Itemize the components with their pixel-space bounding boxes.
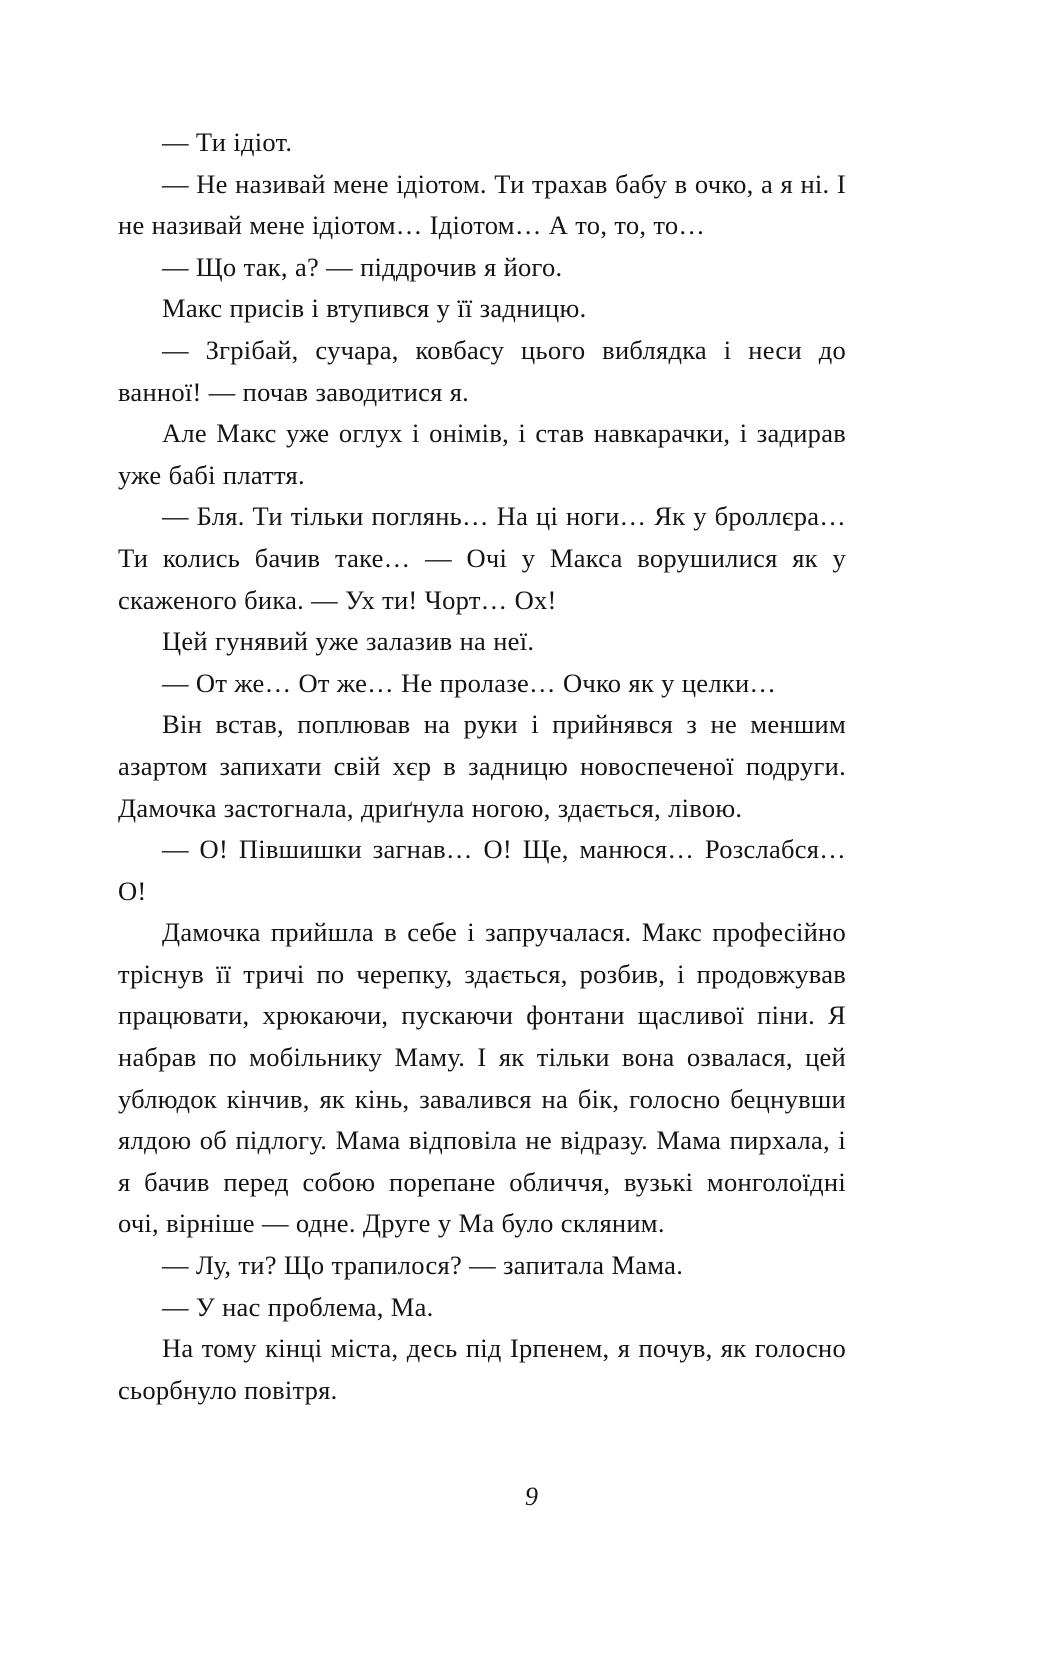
paragraph: — Що так, а? — піддрочив я його.: [162, 251, 563, 282]
paragraph: — Згрібай, сучара, ковбасу цього виблядка і неси до ванної! — почав заводитися я.: [118, 334, 846, 407]
page-number: 9: [525, 1482, 538, 1511]
paragraph: — Лу, ти? Що трапилося? — запитала Мама.: [162, 1250, 684, 1281]
paragraph: Він встав, поплював на руки і прийнявся з не меншим азартом запихати свій хєр в задницю новоспеченої подруги. Дамочка застогнала, дриґнула ногою, здається, лівою.: [118, 709, 846, 823]
paragraph: Але Макс уже оглух і онімів, і став навкарачки, і задирав уже бабі плаття.: [118, 418, 846, 490]
paragraph: — У нас проблема, Ма.: [162, 1291, 434, 1322]
paragraph: — От же… От же… Не пролазе… Очко як у целки…: [162, 667, 777, 698]
paragraph: — Не називай мене ідіотом. Ти трахав бабу в очко, а я ні. І не називай мене ідіотом… Ідіотом… А то, то, то…: [118, 168, 846, 241]
paragraph: — Бля. Ти тільки поглянь… На ці ноги… Як у броллєра… Ти колись бачив таке… — Очі у Макса ворушилися як у скаженого бика. — Ух ти! Чорт… Ох!: [118, 501, 846, 615]
paragraph: Цей гунявий уже залазив на неї.: [162, 626, 535, 657]
paragraph: — О! Півшишки загнав… О! Ще, манюся… Розслабся… О!: [118, 834, 846, 906]
paragraph: Дамочка прийшла в себе і запручалася. Макс професійно тріснув її тричі по черепку, здається, розбив, і продовжував працювати, хрюкаючи, пускаючи фонтани щасливої піни. Я набрав по мобільнику Маму. І як тільки вона озвалася, цей ублюдок кінчив, як кінь, завалився на бік, голосно бецнувши ялдою об підлогу. Мама відповіла не відразу. Мама пирхала, і я бачив перед собою порепане обличчя, вузькі монголоїдні очі, вірніше — одне. Друге у Ма було скляним.: [118, 917, 846, 1239]
paragraph: На тому кінці міста, десь під Ірпенем, я почув, як голосно сьорбнуло повітря.: [118, 1333, 846, 1405]
paragraph: — Ти ідіот.: [162, 127, 293, 157]
page-body-text: [118, 122, 846, 1411]
paragraph: Макс присів і втупився у її задницю.: [162, 293, 587, 324]
